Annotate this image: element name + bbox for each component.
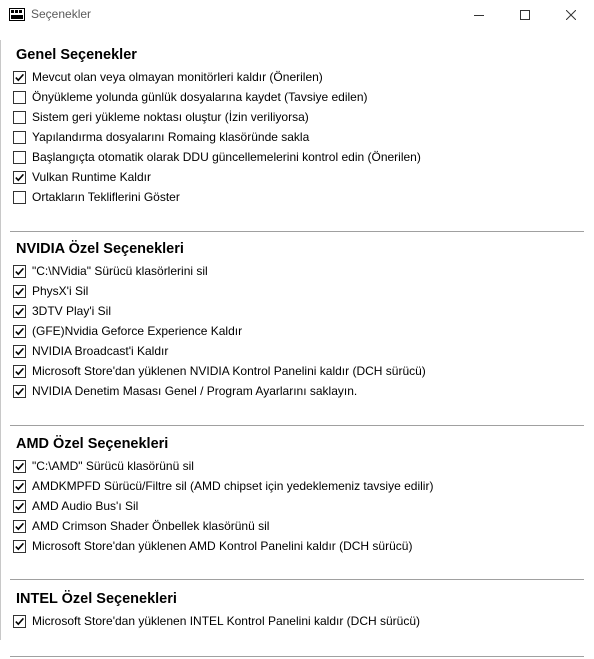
check-icon [14,72,25,83]
check-icon [14,521,25,532]
option-row[interactable] [13,303,111,319]
section-divider [10,231,584,232]
option-label: Yapılandırma dosyalarını Romaing klasöründe sakla [32,130,310,144]
checkbox-checked[interactable] [13,171,26,184]
section-title: Genel Seçenekler [16,47,137,63]
checkbox-unchecked[interactable] [13,111,26,124]
option-row[interactable] [13,343,168,359]
option-row[interactable] [13,129,309,145]
option-label: Microsoft Store'dan yüklenen INTEL Kontrol Panelini kaldır (DCH sürücü) [32,614,421,628]
option-row[interactable] [13,169,151,185]
option-label: Ortakların Tekliflerini Göster [32,190,180,204]
window-title: Seçenekler [31,7,92,21]
option-row[interactable] [13,69,323,85]
check-icon [14,541,25,552]
ddu-app-icon [9,8,25,21]
section-title: AMD Özel Seçenekleri [16,436,169,452]
option-label: Önyükleme yolunda günlük dosyalarına kaydet (Tavsiye edilen) [32,90,368,104]
check-icon [14,286,25,297]
option-row[interactable] [13,283,88,299]
option-label: AMDKMPFD Sürücü/Filtre sil (AMD chipset için yedeklemeniz tavsiye edilir) [32,479,434,493]
option-label: NVIDIA Broadcast'i Kaldır [32,344,169,358]
section-divider [10,656,584,657]
checkbox-checked[interactable] [13,480,26,493]
check-icon [14,366,25,377]
option-label: Sistem geri yükleme noktası oluştur (İzin veriliyorsa) [32,110,309,124]
checkbox-checked[interactable] [13,285,26,298]
check-icon [14,346,25,357]
checkbox-unchecked[interactable] [13,131,26,144]
section-title: INTEL Özel Seçenekleri [16,591,177,607]
section-divider [10,579,584,580]
checkbox-checked[interactable] [13,615,26,628]
checkbox-checked[interactable] [13,385,26,398]
check-icon [14,616,25,627]
option-row[interactable] [13,149,421,165]
option-label: NVIDIA Denetim Masası Genel / Program Ayarlarını saklayın. [32,384,358,398]
option-label: Mevcut olan veya olmayan monitörleri kaldır (Önerilen) [32,70,323,84]
checkbox-unchecked[interactable] [13,191,26,204]
option-label: (GFE)Nvidia Geforce Experience Kaldır [32,324,243,338]
check-icon [14,461,25,472]
checkbox-checked[interactable] [13,540,26,553]
option-label: Microsoft Store'dan yüklenen NVIDIA Kontrol Panelini kaldır (DCH sürücü) [32,364,426,378]
option-row[interactable] [13,458,194,474]
check-icon [14,386,25,397]
option-label: "C:\AMD" Sürücü klasörünü sil [32,459,194,473]
option-row[interactable] [13,189,180,205]
check-icon [14,306,25,317]
checkbox-checked[interactable] [13,460,26,473]
checkbox-checked[interactable] [13,305,26,318]
option-label: Microsoft Store'dan yüklenen AMD Kontrol Panelini kaldır (DCH sürücü) [32,539,413,553]
option-row[interactable] [13,89,368,105]
minimize-button[interactable] [456,0,502,30]
title-bar [0,0,594,30]
checkbox-checked[interactable] [13,365,26,378]
checkbox-checked[interactable] [13,265,26,278]
option-row[interactable] [13,323,242,339]
checkbox-unchecked[interactable] [13,91,26,104]
option-label: 3DTV Play'i Sil [32,304,111,318]
option-row[interactable] [13,263,208,279]
checkbox-checked[interactable] [13,71,26,84]
option-label: Vulkan Runtime Kaldır [32,170,151,184]
option-row[interactable] [13,538,412,554]
option-row[interactable] [13,613,420,629]
check-icon [14,172,25,183]
check-icon [14,481,25,492]
check-icon [14,326,25,337]
option-label: AMD Crimson Shader Önbellek klasörünü sil [32,519,270,533]
checkbox-checked[interactable] [13,325,26,338]
checkbox-checked[interactable] [13,345,26,358]
option-row[interactable] [13,383,357,399]
close-button[interactable] [548,0,594,30]
option-row[interactable] [13,518,269,534]
option-label: PhysX'i Sil [32,284,89,298]
maximize-button[interactable] [502,0,548,30]
close-icon [566,10,576,20]
option-row[interactable] [13,498,138,514]
window-border [0,40,1,640]
option-label: Başlangıçta otomatik olarak DDU güncellemelerini kontrol edin (Önerilen) [32,150,421,164]
option-label: AMD Audio Bus'ı Sil [32,499,139,513]
option-row[interactable] [13,363,426,379]
check-icon [14,266,25,277]
checkbox-unchecked[interactable] [13,151,26,164]
check-icon [14,501,25,512]
checkbox-checked[interactable] [13,520,26,533]
section-divider [10,425,584,426]
option-row[interactable] [13,478,433,494]
section-title: NVIDIA Özel Seçenekleri [16,241,184,257]
option-label: "C:\NVidia" Sürücü klasörlerini sil [32,264,208,278]
checkbox-checked[interactable] [13,500,26,513]
maximize-icon [520,10,530,20]
option-row[interactable] [13,109,309,125]
minimize-icon [474,10,484,20]
